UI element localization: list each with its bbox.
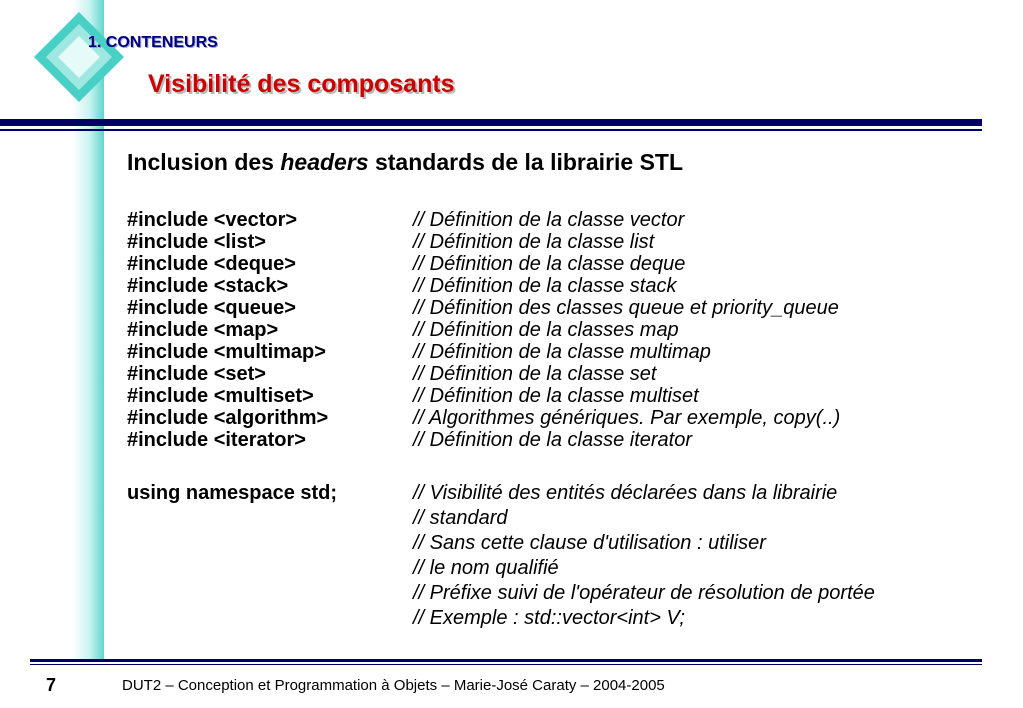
include-directive: #include <map> <box>127 319 279 341</box>
footer-rule-thick <box>30 659 982 662</box>
include-directive: #include <set> <box>127 363 266 385</box>
include-directive: #include <multiset> <box>127 385 314 407</box>
include-comment: // Définition des classes queue et priority_queue <box>413 297 839 319</box>
footer-text: DUT2 – Conception et Programmation à Objets – Marie-José Caraty – 2004-2005 <box>122 677 665 694</box>
slide-title: Visibilité des composants <box>148 70 455 98</box>
using-comment: // Exemple : std::vector<int> V; <box>413 607 685 629</box>
include-comment: // Définition de la classe multimap <box>413 341 711 363</box>
using-comment: // le nom qualifié <box>413 557 559 579</box>
include-directive: #include <stack> <box>127 275 289 297</box>
using-comment: // Préfixe suivi de l'opérateur de résolution de portée <box>413 582 875 604</box>
using-comment: // Sans cette clause d'utilisation : utiliser <box>413 532 766 554</box>
include-comment: // Définition de la classe iterator <box>413 429 693 451</box>
heading-suffix: standards de la librairie STL <box>368 149 684 175</box>
include-directive: #include <algorithm> <box>127 407 329 429</box>
footer-rule-thin <box>30 664 982 665</box>
include-comment: // Définition de la classe list <box>413 231 655 253</box>
include-directive: #include <queue> <box>127 297 296 319</box>
include-directive: #include <vector> <box>127 209 298 231</box>
include-directive: #include <iterator> <box>127 429 306 451</box>
include-comment: // Définition de la classe set <box>413 363 657 385</box>
using-statement: using namespace std; <box>127 482 338 504</box>
heading-emphasis: headers <box>280 149 369 175</box>
include-comment: // Définition de la classe deque <box>413 253 686 275</box>
include-directive: #include <deque> <box>127 253 296 275</box>
content-heading <box>127 149 683 176</box>
include-comment: // Définition de la classe vector <box>413 209 685 231</box>
using-comment: // Visibilité des entités déclarées dans la librairie <box>413 482 838 504</box>
header-rule-thick <box>0 119 982 126</box>
include-comment: // Définition de la classes map <box>413 319 679 341</box>
section-label: 1. CONTENEURS <box>88 34 218 51</box>
header-rule-thin <box>0 129 982 131</box>
include-comment: // Algorithmes génériques. Par exemple, copy(..) <box>413 407 841 429</box>
include-comment: // Définition de la classe multiset <box>413 385 699 407</box>
using-comment: // standard <box>413 507 508 529</box>
include-directive: #include <multimap> <box>127 341 326 363</box>
include-directive: #include <list> <box>127 231 266 253</box>
diamond-logo-icon <box>32 10 126 104</box>
include-comment: // Définition de la classe stack <box>413 275 677 297</box>
heading-prefix: Inclusion des <box>127 149 281 175</box>
page-number: 7 <box>46 675 57 695</box>
